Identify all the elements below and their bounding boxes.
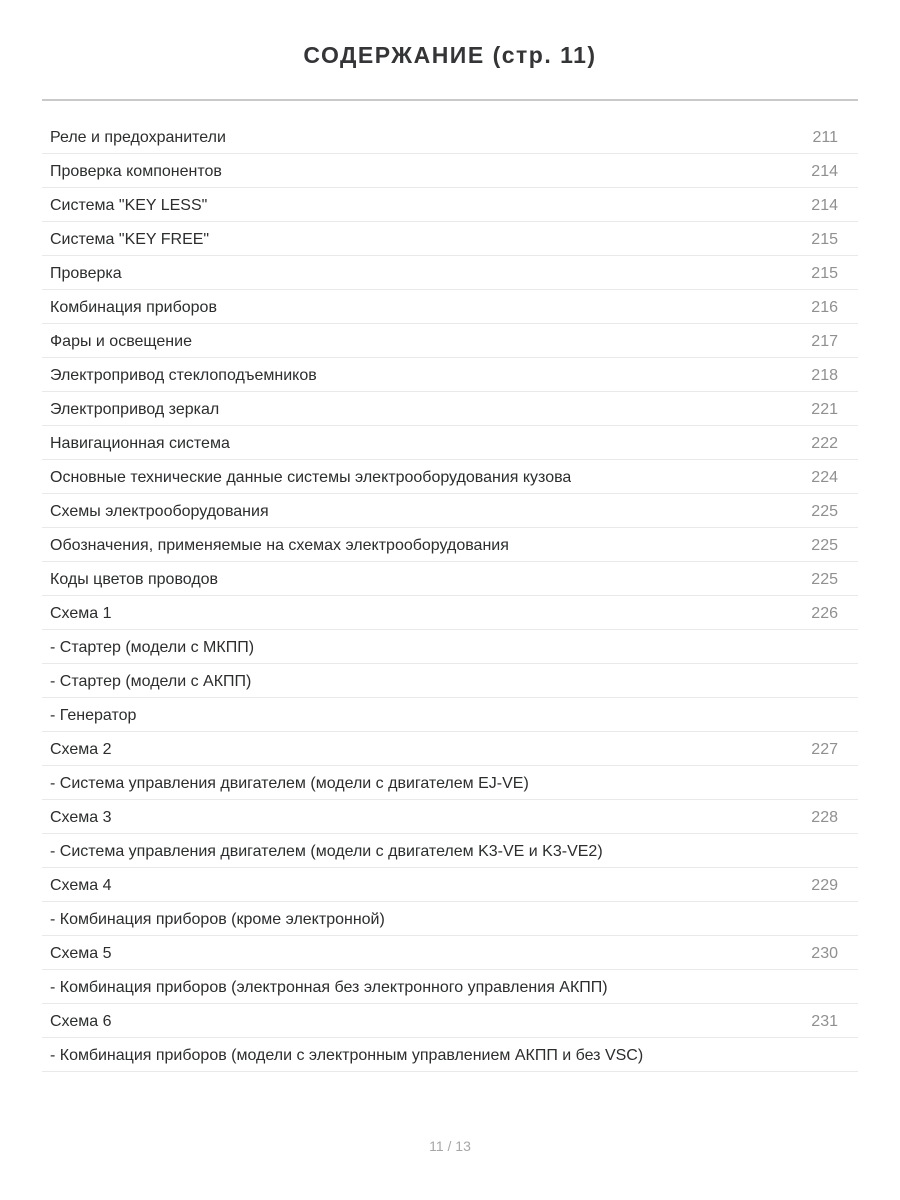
toc-row: [42, 154, 858, 188]
toc-row: [42, 936, 858, 970]
toc-item-label: Электропривод зеркал: [50, 401, 220, 418]
toc-item-label: Электропривод стеклоподъемников: [50, 367, 317, 384]
toc-item-label: Схема 5: [50, 945, 112, 962]
toc-item-page: 228: [811, 809, 838, 826]
toc-row: [42, 460, 858, 494]
toc-item-label: Схема 4: [50, 877, 112, 894]
toc-item-label: Обозначения, применяемые на схемах электрооборудования: [50, 537, 509, 554]
toc-item-label: Схема 3: [50, 809, 112, 826]
toc-item-label: Навигационная система: [50, 435, 230, 452]
toc-row: [42, 868, 858, 902]
toc-item-label: Схема 1: [50, 605, 112, 622]
toc-row: [42, 698, 858, 732]
toc-item-page: 227: [811, 741, 838, 758]
toc-row: [42, 358, 858, 392]
toc-item-page: 218: [811, 367, 838, 384]
page-indicator: 11 / 13: [429, 1138, 471, 1154]
toc-row: [42, 120, 858, 154]
toc-row: [42, 766, 858, 800]
toc-item-page: 217: [811, 333, 838, 350]
toc-item-page: 214: [811, 163, 838, 180]
toc-item-page: 211: [812, 129, 838, 146]
toc-row: [42, 426, 858, 460]
toc-row: [42, 970, 858, 1004]
toc-row: [42, 494, 858, 528]
toc-item-page: 225: [811, 503, 838, 520]
toc-row: [42, 222, 858, 256]
toc-item-label: Основные технические данные системы электрооборудования кузова: [50, 469, 572, 486]
toc-item-page: 224: [811, 469, 838, 486]
toc-item-label: Комбинация приборов: [50, 299, 217, 316]
toc-row: [42, 630, 858, 664]
toc-row: [42, 562, 858, 596]
toc-item-page: 215: [811, 231, 838, 248]
toc-item-page: 221: [811, 401, 838, 418]
toc-item-label: Проверка: [50, 265, 122, 282]
toc-row: [42, 392, 858, 426]
toc-row: [42, 664, 858, 698]
toc-item-label: - Комбинация приборов (электронная без электронного управления АКПП): [50, 979, 608, 996]
toc-row: [42, 800, 858, 834]
toc-item-label: Фары и освещение: [50, 333, 192, 350]
toc-item-page: 230: [811, 945, 838, 962]
toc-item-label: Система "KEY LESS": [50, 197, 208, 214]
toc-item-label: Коды цветов проводов: [50, 571, 219, 588]
toc-row: [42, 596, 858, 630]
toc-item-page: 214: [811, 197, 838, 214]
toc-item-page: 216: [811, 299, 838, 316]
toc-item-label: Схема 2: [50, 741, 112, 758]
title-divider: [42, 99, 858, 101]
toc-item-label: Схема 6: [50, 1013, 112, 1030]
toc-row: [42, 1004, 858, 1038]
toc-item-page: 225: [811, 571, 838, 588]
toc-item-page: 225: [811, 537, 838, 554]
toc-item-page: 226: [811, 605, 838, 622]
toc-item-page: 231: [811, 1013, 838, 1030]
page-title: СОДЕРЖАНИЕ (стр. 11): [303, 42, 597, 68]
toc-row: [42, 188, 858, 222]
toc-item-label: Реле и предохранители: [50, 129, 226, 146]
toc-item-page: 222: [811, 435, 838, 452]
toc-item-label: - Система управления двигателем (модели с двигателем K3-VE и K3-VE2): [50, 843, 603, 860]
toc-item-label: Система "KEY FREE": [50, 231, 210, 248]
toc-row: [42, 256, 858, 290]
toc-row: [42, 290, 858, 324]
toc-item-page: 229: [811, 877, 838, 894]
toc-item-label: Проверка компонентов: [50, 163, 222, 180]
toc-item-label: - Комбинация приборов (модели с электронным управлением АКПП и без VSC): [50, 1047, 644, 1064]
toc-item-label: Схемы электрооборудования: [50, 503, 269, 520]
toc-row: [42, 1038, 858, 1072]
toc-item-label: - Генератор: [50, 707, 137, 724]
toc-item-label: - Система управления двигателем (модели с двигателем EJ-VE): [50, 775, 529, 792]
toc-row: [42, 902, 858, 936]
toc-item-label: - Стартер (модели с АКПП): [50, 673, 252, 690]
toc-list: [42, 120, 858, 1072]
toc-item-page: 215: [811, 265, 838, 282]
toc-row: [42, 732, 858, 766]
toc-item-label: - Комбинация приборов (кроме электронной): [50, 911, 385, 928]
toc-row: [42, 528, 858, 562]
toc-row: [42, 324, 858, 358]
toc-row: [42, 834, 858, 868]
toc-item-label: - Стартер (модели с МКПП): [50, 639, 255, 656]
